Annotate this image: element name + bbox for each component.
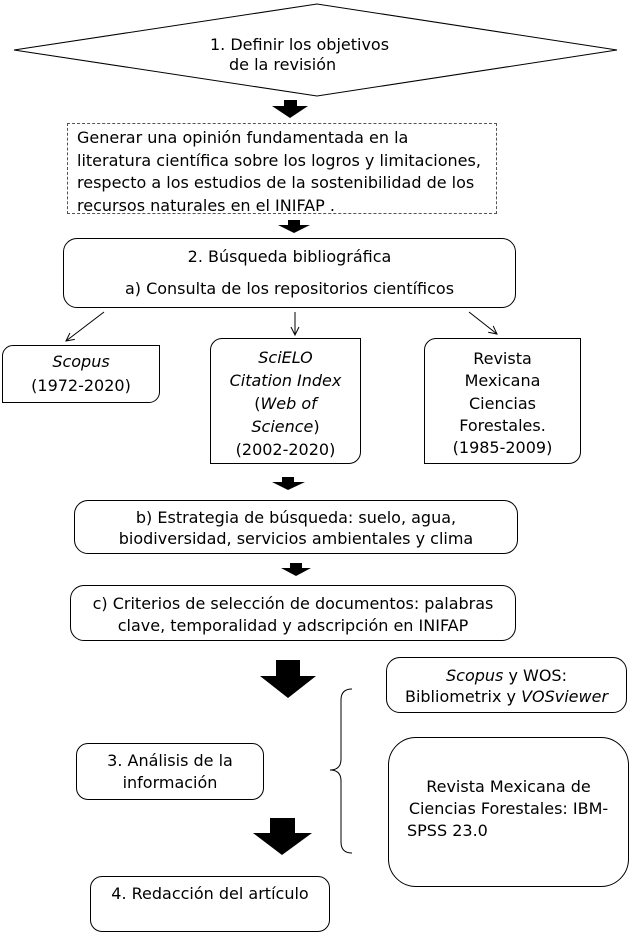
rmcf-line-2: Mexicana <box>464 371 541 391</box>
objective-line-3: respecto a los estudios de la sostenibilidad de los <box>77 173 475 193</box>
step4-title: 4. Redacción del artículo <box>111 884 309 903</box>
tools-bibliometrix: Bibliometrix y <box>404 687 522 706</box>
curly-brace <box>330 689 352 853</box>
statistical-line-1: Revista Mexicana de <box>426 777 591 796</box>
scielo-index: Citation Index <box>229 371 342 390</box>
step2-title: 2. Búsqueda bibliográfica <box>187 247 392 266</box>
objective-line-4: recursos naturales en el INIFAP . <box>77 196 335 216</box>
repository-rmcf-box <box>424 338 581 464</box>
block-arrow-6 <box>253 818 312 855</box>
block-arrow-5 <box>260 660 316 698</box>
scopus-years: (1972-2020) <box>31 376 131 395</box>
rmcf-line-4: Forestales. <box>459 415 546 435</box>
step3-box <box>76 743 264 800</box>
scielo-close-paren: ) <box>313 417 320 436</box>
block-arrow-1 <box>272 100 308 118</box>
step3-line-1: 3. Análisis de la <box>107 751 233 770</box>
statistical-line-3: SPSS 23.0 <box>407 821 488 840</box>
scielo-wos-line1 <box>211 392 360 415</box>
substep-b-line-1: b) Estrategia de búsqueda: suelo, agua, <box>135 508 457 527</box>
tools-wos: y WOS: <box>503 666 567 685</box>
tools-scopus: Scopus <box>446 666 504 685</box>
step1-line2: de la revisión <box>229 55 337 74</box>
substep-c-line-1: c) Criterios de selección de documentos: palabras <box>92 594 494 613</box>
substep-b-box <box>74 500 518 554</box>
thin-arrow-rmcf <box>469 312 497 334</box>
objective-line-2: literatura científica sobre los logros y limitaciones, <box>77 150 481 170</box>
scielo-name: SciELO <box>258 348 313 367</box>
block-arrow-3 <box>272 477 305 490</box>
objective-box <box>67 123 497 214</box>
substep-b-line-2: biodiversidad, servicios ambientales y clima <box>118 529 474 548</box>
scielo-wos-part2: Science <box>251 417 314 436</box>
thin-arrow-scopus <box>66 312 104 341</box>
statistical-line-2: Ciencias Forestales: IBM- <box>408 799 609 818</box>
scielo-wos-part1: Web of <box>260 394 317 413</box>
bibliometric-tools-box <box>386 657 627 713</box>
step2-substep-a: a) Consulta de los repositorios científicos <box>124 279 455 298</box>
statistical-tools-box <box>388 737 629 887</box>
objective-line-1: Generar una opinión fundamentada en la <box>77 128 409 147</box>
scielo-wos-line2 <box>211 415 360 438</box>
rmcf-line-1: Revista <box>473 349 532 368</box>
step3-line-2: información <box>122 773 218 792</box>
rmcf-years: (1985-2009) <box>452 438 553 458</box>
tools-vosviewer: VOSviewer <box>521 687 609 706</box>
step4-box <box>90 876 330 932</box>
bibliometric-line-1 <box>387 665 626 686</box>
block-arrow-2 <box>278 220 310 233</box>
block-arrow-4 <box>281 563 311 576</box>
bibliometric-line-2 <box>387 686 626 707</box>
step1-line1: 1. Definir los objetivos <box>210 35 390 54</box>
substep-c-box <box>70 585 516 641</box>
scielo-open-paren: ( <box>254 394 261 413</box>
scopus-name: Scopus <box>52 352 110 371</box>
repository-scopus-box <box>2 345 160 403</box>
rmcf-line-3: Ciencias <box>469 393 536 413</box>
step2-box <box>63 238 516 308</box>
repository-scielo-box <box>210 338 361 464</box>
substep-c-line-2: clave, temporalidad y adscripción en INIFAP <box>117 616 469 635</box>
scielo-years: (2002-2020) <box>235 440 336 459</box>
